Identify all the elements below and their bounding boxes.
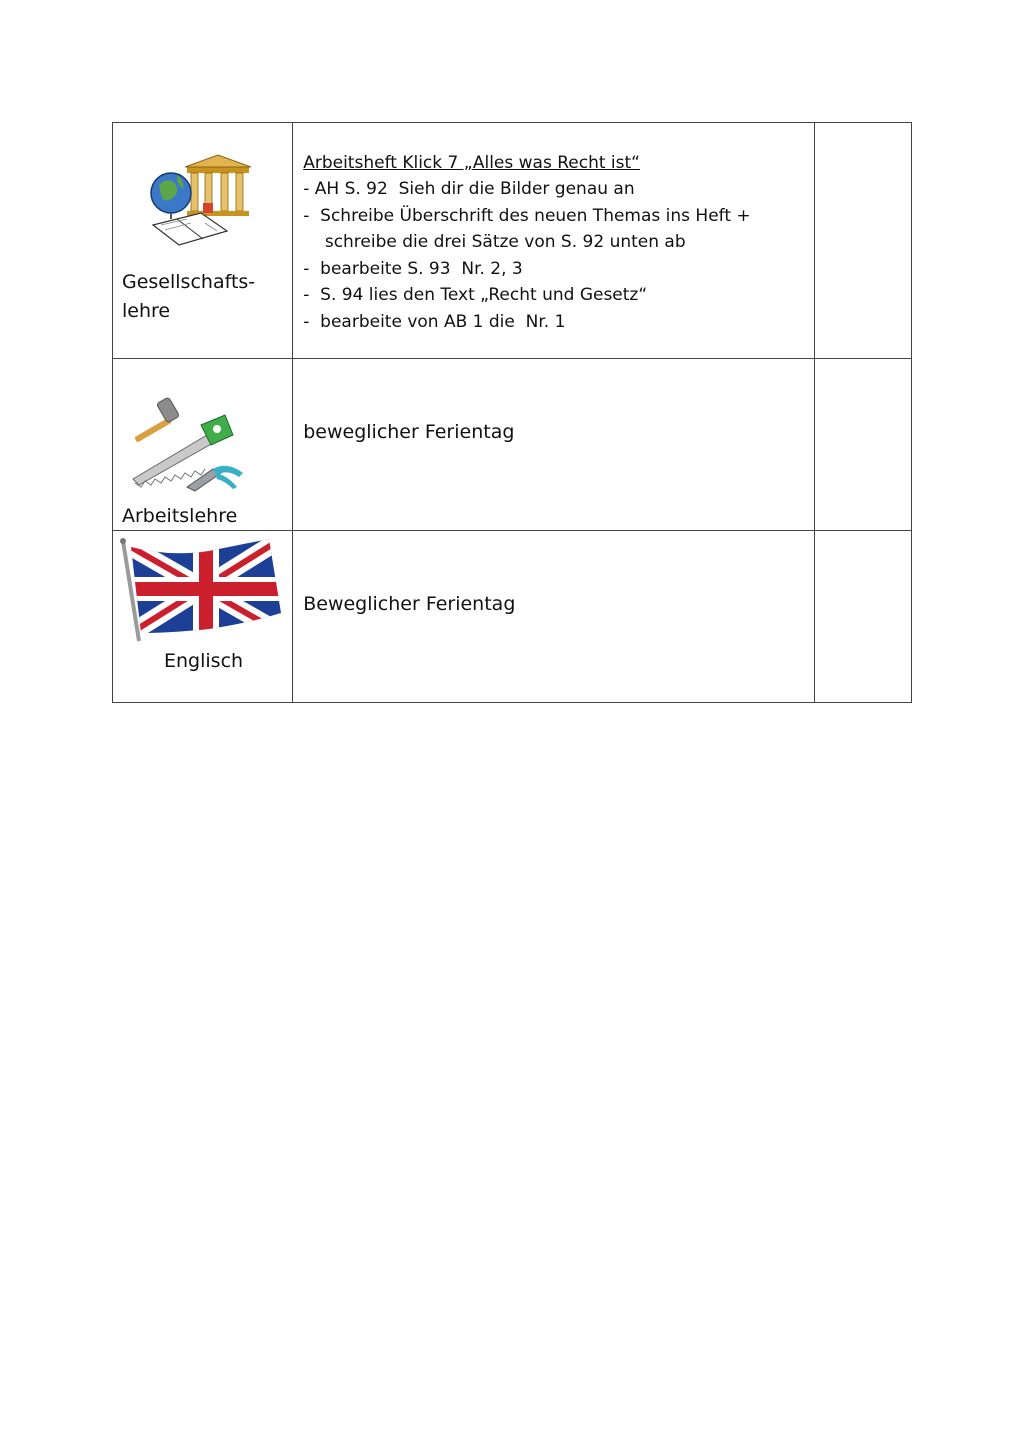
union-jack-flag-icon [119, 537, 285, 643]
task-cell [293, 531, 815, 703]
weekly-plan-table [112, 122, 912, 703]
subject-label [164, 647, 243, 676]
task-cell [293, 123, 815, 359]
check-cell [814, 359, 911, 531]
subject-label-line: lehre [122, 300, 171, 322]
subject-label-line: Gesellschafts- [122, 271, 256, 293]
table-row [113, 359, 912, 531]
globe-temple-book-icon [143, 153, 259, 249]
task-text: Beweglicher Ferientag [303, 593, 516, 615]
table-row [113, 531, 912, 703]
subject-label-line: Englisch [164, 650, 244, 672]
check-cell [814, 123, 911, 359]
task-line: - bearbeite von AB 1 die Nr. 1 [303, 311, 566, 332]
subject-label-line: Arbeitslehre [122, 505, 238, 527]
subject-cell [113, 531, 293, 703]
subject-label [122, 502, 237, 531]
task-line: schreibe die drei Sätze von S. 92 unten ab [303, 232, 686, 252]
tools-icon [127, 395, 247, 495]
subject-label [122, 268, 255, 326]
table-row [113, 123, 912, 359]
task-text: beweglicher Ferientag [303, 421, 515, 443]
task-line: - bearbeite S. 93 Nr. 2, 3 [303, 258, 523, 279]
task-line: - AH S. 92 Sieh dir die Bilder genau an [303, 179, 635, 199]
task-heading: Arbeitsheft Klick 7 „Alles was Recht ist“ [303, 153, 640, 173]
subject-cell [113, 123, 293, 359]
subject-cell [113, 359, 293, 531]
task-cell [293, 359, 815, 531]
task-line: - S. 94 lies den Text „Recht und Gesetz“ [303, 285, 648, 305]
check-cell [814, 531, 911, 703]
task-line: - Schreibe Überschrift des neuen Themas ins Heft + [303, 205, 751, 226]
